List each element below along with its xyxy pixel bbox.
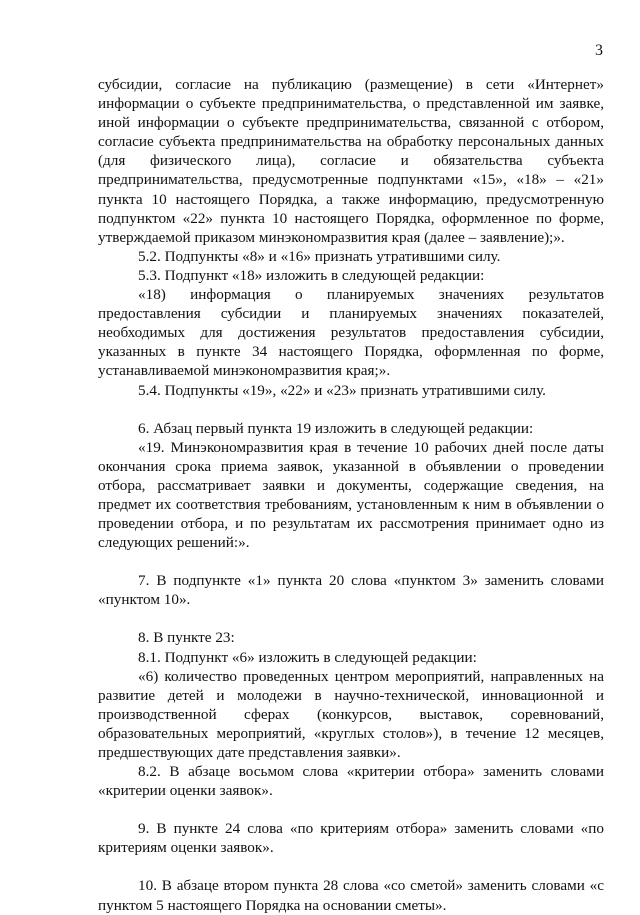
paragraph-5-4: 5.4. Подпункты «19», «22» и «23» признать утратившими силу.	[138, 381, 546, 399]
paragraph-7: 7. В подпункте «1» пункта 20 слова «пунктом 3» заменить словами «пунктом 10».	[98, 572, 604, 609]
paragraph-8-1: 8.1. Подпункт «6» изложить в следующей редакции:	[138, 648, 477, 666]
paragraph-6-quote: «19. Минэкономразвития края в течение 10 рабочих дней после даты окончания срока приема заявок, указанной в объявлении о проведении отбора, рассматривает заявки и документы, содержащие сведения, на предмет их соответствия требованиям, установленным к ним в объявлении о проведении отбора, и по результатам их рассмотрения принимает одно из следующих решений:».	[98, 438, 604, 552]
paragraph-8-1-quote: «6) количество проведенных центром мероприятий, направленных на развитие детей и молодежи в научно-технической, инновационной и производственной сферах (конкурсов, выставок, соревнований, образовательных мероприятий, «круглых столов»), в течение 12 месяцев, предшествующих дате представления заявки».	[98, 667, 604, 761]
paragraph-8: 8. В пункте 23:	[138, 629, 235, 647]
paragraph-5-3: 5.3. Подпункт «18» изложить в следующей редакции:	[138, 266, 485, 284]
page-number: 3	[595, 42, 603, 59]
paragraph-10: 10. В абзаце втором пункта 28 слова «со сметой» заменить словами «с пунктом 5 настоящего Порядка на основании сметы».	[98, 877, 604, 914]
paragraph-6: 6. Абзац первый пункта 19 изложить в следующей редакции:	[138, 419, 534, 437]
paragraph-5-3-quote: «18) информация о планируемых значениях результатов предоставления субсидии и планируемых значениях показателей, необходимых для достижения результатов предоставления субсидии, указанных в пункте 34 настоящего Порядка, оформленная по форме, устанавливаемой минэкономразвития края;».	[98, 286, 604, 380]
paragraph-8-2: 8.2. В абзаце восьмом слова «критерии отбора» заменить словами «критерии оценки заявок».	[98, 763, 604, 800]
paragraph-9: 9. В пункте 24 слова «по критериям отбора» заменить словами «по критериям оценки заявок».	[98, 820, 604, 857]
paragraph-continuation: субсидии, согласие на публикацию (размещение) в сети «Интернет» информации о субъекте предпринимательства, о представленной им заявке, иной информации о субъекте предпринимательства, связанной с отбором, согласие субъекта предпринимательства на обработку персональных данных (для физического лица), согласие и обязательства субъекта предпринимательства, предусмотренные подпунктами «15», «18» – «21» пункта 10 настоящего Порядка, а также информацию, предусмотренную подпунктом «22» пункта 10 настоящего Порядка, оформленное по форме, утверждаемой приказом минэкономразвития края (далее – заявление);».	[98, 76, 604, 246]
paragraph-5-2: 5.2. Подпункты «8» и «16» признать утратившими силу.	[138, 247, 501, 265]
document-body	[98, 75, 604, 915]
